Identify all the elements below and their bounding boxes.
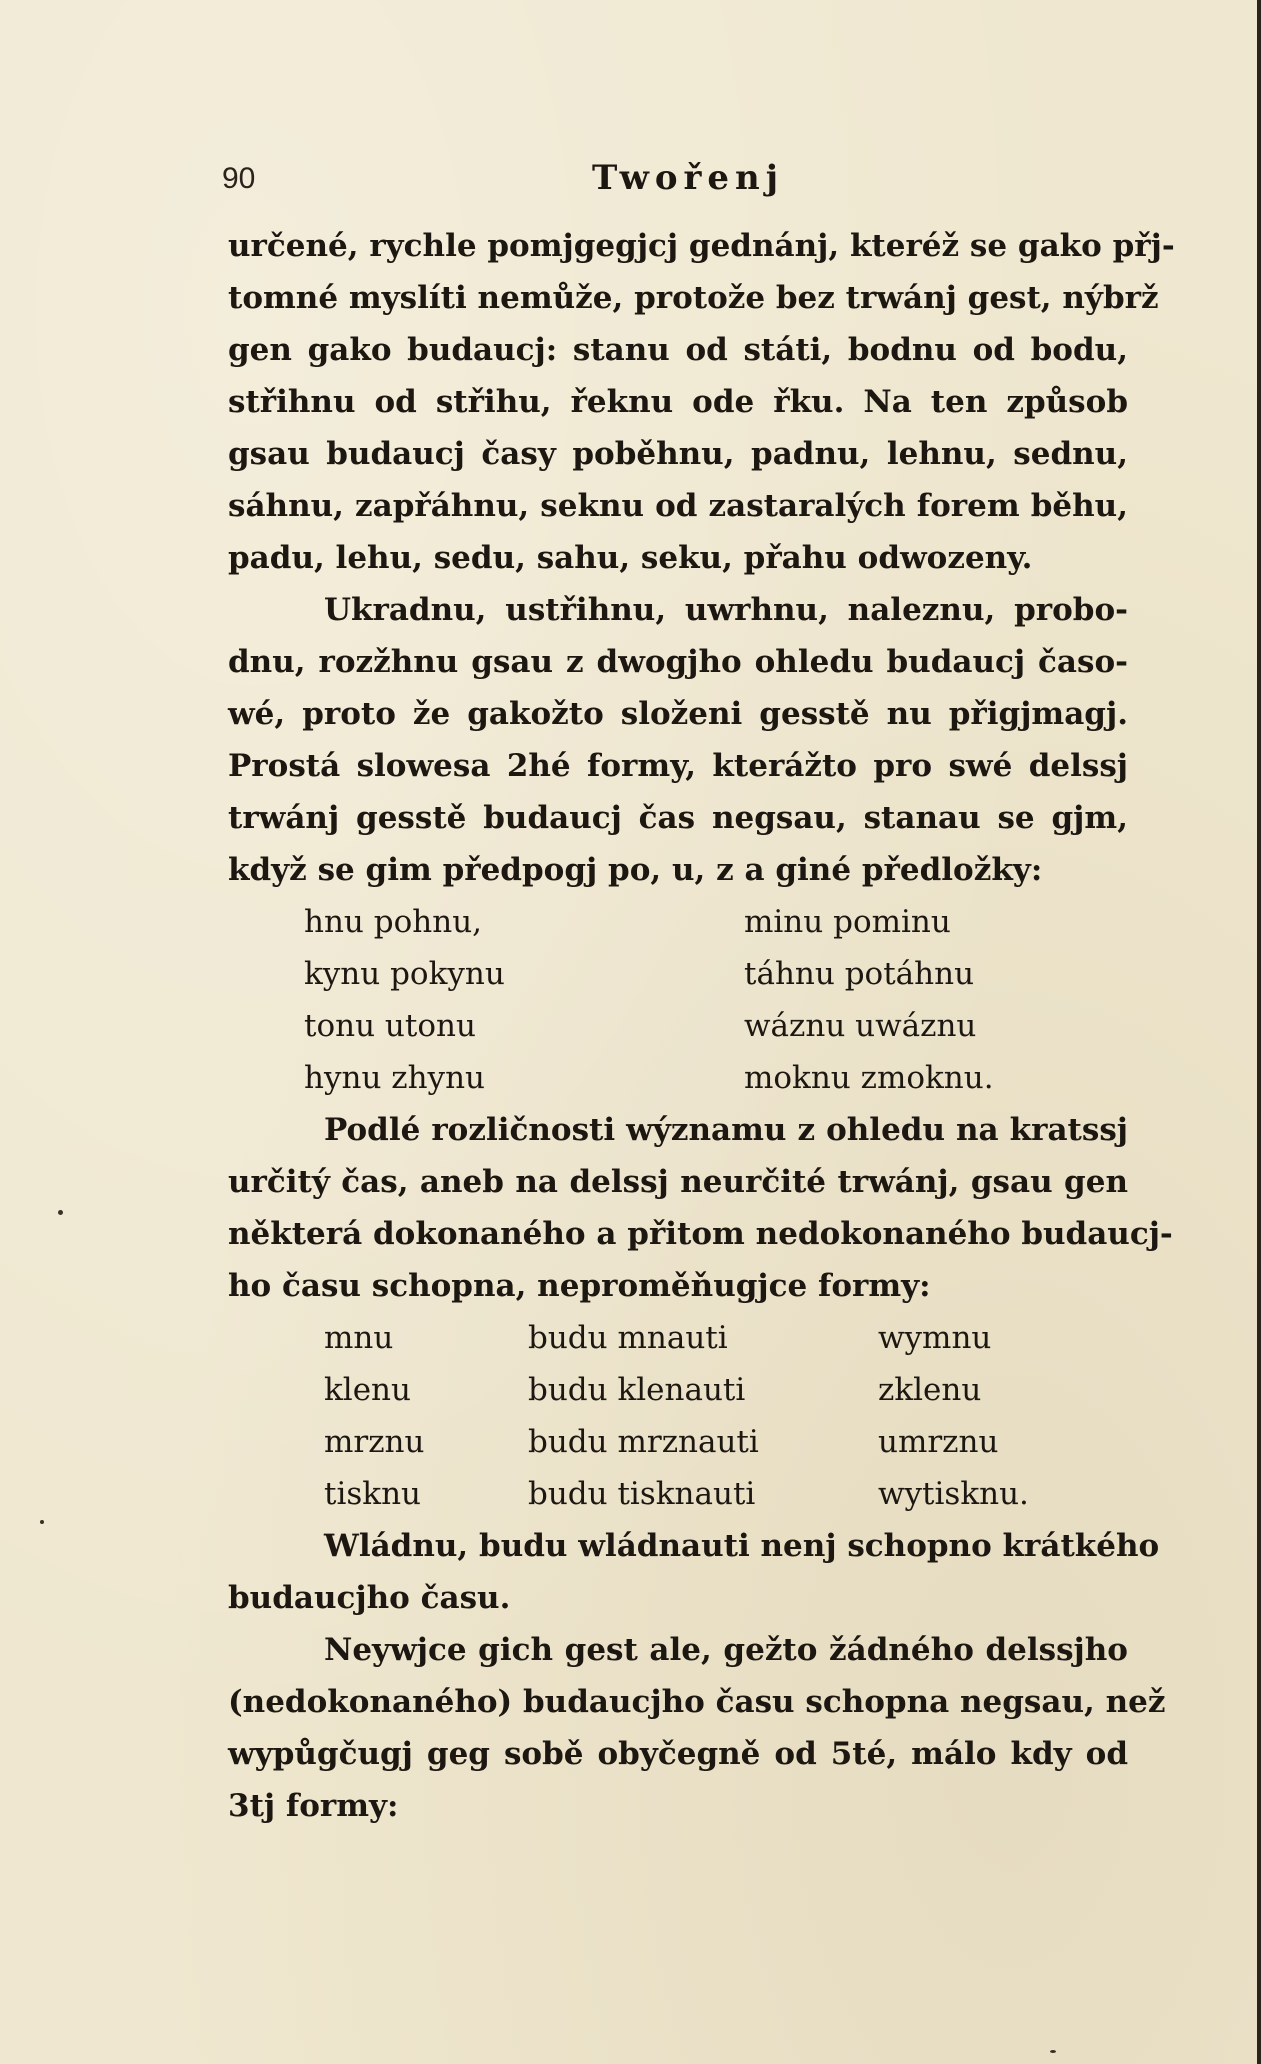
- list-cell: budu mrznauti: [528, 1424, 759, 1460]
- list-cell: kynu pokynu: [304, 956, 505, 992]
- text-line: Podlé rozličnosti wýznamu z ohledu na kratssj: [324, 1112, 1128, 1148]
- list-cell: hnu pohnu,: [304, 904, 483, 940]
- text-line: sáhnu, zapřáhnu, seknu od zastaralých forem běhu,: [228, 488, 1128, 524]
- list-item: [228, 1468, 1128, 1520]
- list-cell: budu mnauti: [528, 1320, 728, 1356]
- word-list-1: [228, 896, 1128, 1104]
- text-line: když se gim předpogj po, u, z a giné předložky:: [228, 852, 1043, 888]
- list-cell: budu klenauti: [528, 1372, 746, 1408]
- text-line: 3tj formy:: [228, 1788, 399, 1824]
- list-cell: mrznu: [324, 1424, 425, 1460]
- text-line: střihnu od střihu, řeknu ode řku. Na ten způsob: [228, 384, 1128, 420]
- word-list-2: [228, 1312, 1128, 1520]
- list-item: [228, 1364, 1128, 1416]
- text-line: gen gako budaucj: stanu od státi, bodnu od bodu,: [228, 332, 1128, 368]
- paragraph-3: [228, 1104, 1173, 1312]
- list-cell: hynu zhynu: [304, 1060, 486, 1096]
- list-item: [228, 948, 1128, 1000]
- list-item: [228, 1000, 1128, 1052]
- text-line: padu, lehu, sedu, sahu, seku, přahu odwozeny.: [228, 540, 1033, 576]
- text-line: Ukradnu, ustřihnu, uwrhnu, naleznu, probo-: [324, 592, 1128, 628]
- paragraph-2: [228, 584, 1128, 896]
- list-cell: minu pominu: [744, 904, 951, 940]
- text-line: wypůgčugj geg sobě obyčegně od 5té, málo kdy od: [228, 1736, 1128, 1772]
- scan-speck: [40, 1520, 44, 1524]
- scan-speck: [1050, 2050, 1056, 2053]
- list-cell: budu tisknauti: [528, 1476, 756, 1512]
- list-cell: tonu utonu: [304, 1008, 476, 1044]
- text-line: gsau budaucj časy poběhnu, padnu, lehnu, sednu,: [228, 436, 1128, 472]
- list-cell: tisknu: [324, 1476, 421, 1512]
- paragraph-1: [228, 220, 1175, 584]
- text-line: dnu, rozžhnu gsau z dwogjho ohledu budaucj časo-: [228, 644, 1128, 680]
- text-line: určené, rychle pomjgegjcj gednánj, kteréž se gako přj-: [228, 228, 1175, 264]
- running-head: Twořenj: [592, 158, 785, 198]
- text-line: trwánj gesstě budaucj čas negsau, stanau se gjm,: [228, 800, 1128, 836]
- paragraph-4: [228, 1520, 1160, 1624]
- list-cell: wytisknu.: [878, 1476, 1029, 1512]
- list-cell: táhnu potáhnu: [744, 956, 975, 992]
- list-cell: umrznu: [878, 1424, 999, 1460]
- text-line: Prostá slowesa 2hé formy, kterážto pro swé delssj: [228, 748, 1128, 784]
- text-line: wé, proto že gakožto složeni gesstě nu přigjmagj.: [228, 696, 1128, 732]
- list-cell: klenu: [324, 1372, 411, 1408]
- text-line: Wládnu, budu wládnauti nenj schopno krátkého: [324, 1528, 1160, 1564]
- list-cell: wáznu uwáznu: [744, 1008, 977, 1044]
- text-line: budaucjho času.: [228, 1580, 511, 1616]
- list-item: [228, 1416, 1128, 1468]
- text-line: ho času schopna, neproměňugjce formy:: [228, 1268, 931, 1304]
- text-line: některá dokonaného a přitom nedokonaného budaucj-: [228, 1216, 1173, 1252]
- list-cell: zklenu: [878, 1372, 982, 1408]
- scan-speck: [58, 1210, 63, 1215]
- list-item: [228, 1312, 1128, 1364]
- list-cell: moknu zmoknu.: [744, 1060, 994, 1096]
- text-line: Neywjce gich gest ale, gežto žádného delssjho: [324, 1632, 1128, 1668]
- list-cell: mnu: [324, 1320, 394, 1356]
- list-item: [228, 1052, 1128, 1104]
- page-header: [222, 158, 1122, 206]
- text-line: (nedokonaného) budaucjho času schopna negsau, než: [228, 1684, 1166, 1720]
- body-text: [228, 220, 1175, 1832]
- page-number: 90: [222, 162, 256, 195]
- list-item: [228, 896, 1128, 948]
- text-line: určitý čas, aneb na delssj neurčité trwánj, gsau gen: [228, 1164, 1128, 1200]
- paragraph-5: [228, 1624, 1166, 1832]
- text-line: tomné myslíti nemůže, protože bez trwánj gest, nýbrž: [228, 280, 1159, 316]
- list-cell: wymnu: [878, 1320, 992, 1356]
